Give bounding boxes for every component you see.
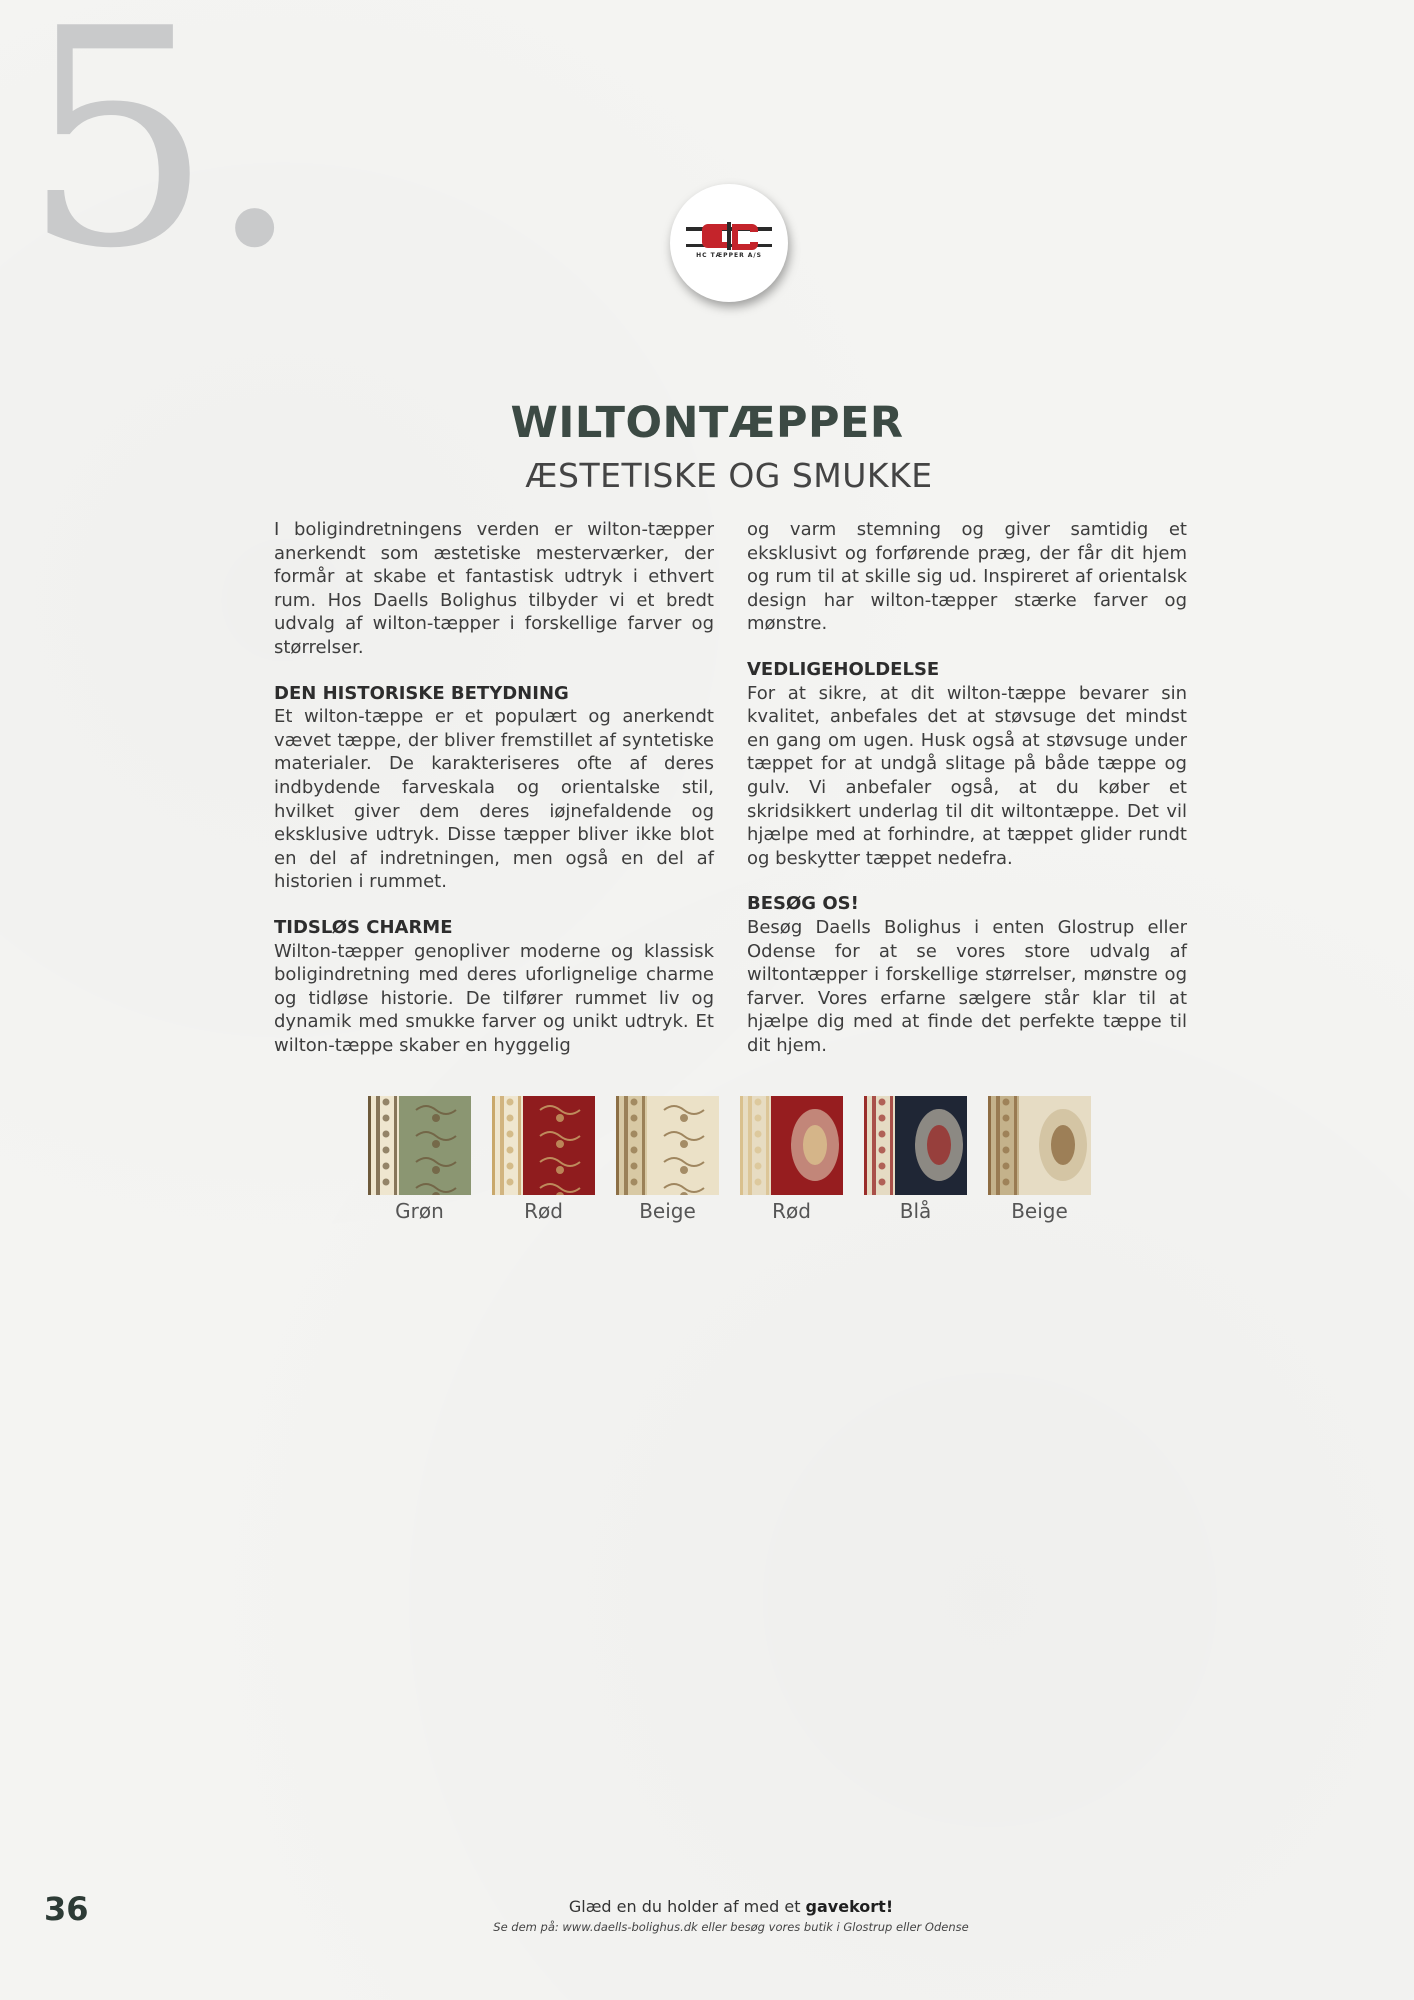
section-heading-charm: TIDSLØS CHARME: [274, 916, 453, 938]
footer-giftcard-text: Glæd en du holder af med et: [568, 1897, 806, 1916]
rug-swatch-label: Rød: [524, 1199, 563, 1223]
rug-swatch: [740, 1096, 843, 1223]
rug-swatch: [368, 1096, 471, 1223]
rug-pattern-icon: [616, 1096, 719, 1195]
section-body-maintenance: For at sikre, at dit wilton-tæppe bevarer sin kvalitet, anbefales det at støvsuge det mindst en gang om ugen. Husk også at støvsuge under tæppet for at undgå slitage på både tæppe og gulv. Vi anbefaler også, at du køber et skridsikkert underlag til dit wiltontæppe. Det vil hjælpe med at forhindre, at tæppet glider rundt og beskytter tæppet nedefra.: [747, 682, 1187, 869]
rug-swatch-label: Blå: [899, 1199, 932, 1223]
continued-paragraph: og varm stemning og giver samtidig et eksklusivt og forførende præg, der får dit hjem og rum til at skille sig ud. Inspireret af orientalsk design har wilton-tæpper stærke farver og mønstre.: [747, 519, 1187, 635]
intro-paragraph: I boligindretningens verden er wilton-tæpper anerkendt som æstetiske mesterværker, der formår at skabe et fantastisk udtryk i ethvert rum. Hos Daells Bolighus tilbyder vi et bredt udvalg af wilton-tæpper i forskellige farver og størrelser.: [274, 519, 714, 658]
rug-swatch-label: Beige: [639, 1199, 696, 1223]
rug-pattern-icon: [740, 1096, 843, 1195]
rug-swatch: [864, 1096, 967, 1223]
rug-swatch-list: [368, 1096, 1091, 1223]
page-title: WILTONTÆPPER: [510, 398, 904, 448]
page-number: 36: [44, 1890, 89, 1928]
footer-giftcard-line: [0, 1897, 1414, 1916]
rug-swatch-label: Grøn: [395, 1199, 444, 1223]
rug-swatch-label: Beige: [1011, 1199, 1068, 1223]
footer-website-line: Se dem på: www.daells-bolighus.dk eller besøg vores butik i Glostrup eller Odense: [493, 1920, 969, 1934]
article-left-column: [274, 518, 714, 1057]
section-heading-maintenance: VEDLIGEHOLDELSE: [747, 658, 940, 680]
section-body-visit: Besøg Daells Bolighus i enten Glostrup eller Odense for at se vores store udvalg af wiltontæpper i forskellige størrelser, mønstre og farver. Vores erfarne sælgere står klar til at hjælpe dig med at finde det perfekte tæppe til dit hjem.: [747, 916, 1187, 1056]
section-heading-history: DEN HISTORISKE BETYDNING: [274, 682, 569, 704]
hc-logo-mark-icon: [670, 184, 788, 302]
logo-text: HC TÆPPER A/S: [696, 252, 762, 259]
rug-pattern-icon: [988, 1096, 1091, 1195]
article-right-column: [747, 518, 1187, 1057]
page-subtitle: ÆSTETISKE OG SMUKKE: [525, 456, 933, 495]
section-body-history: Et wilton-tæppe er et populært og anerkendt vævet tæppe, der bliver fremstillet af syntetiske materialer. De karakteriseres ofte af deres indbydende farveskala og orientalske stil, hvilket giver dem deres iøjnefaldende og eksklusive udtryk. Disse tæpper bliver ikke blot en del af indretningen, men også en del af historien i rummet.: [274, 706, 714, 893]
section-heading-visit: BESØG OS!: [747, 893, 859, 915]
rug-pattern-icon: [864, 1096, 967, 1195]
rug-pattern-icon: [492, 1096, 595, 1195]
rug-swatch: [616, 1096, 719, 1223]
section-body-charm: Wilton-tæpper genopliver moderne og klassisk boligindretning med deres uforlignelige charme og tidløse historie. De tilfører rummet liv og dynamik med smukke farver og unikt udtryk. Et wilton-tæppe skaber en hyggelig: [274, 940, 714, 1056]
chapter-number: 5.: [22, 0, 297, 314]
rug-swatch: [988, 1096, 1091, 1223]
rug-swatch-label: Rød: [772, 1199, 811, 1223]
rug-pattern-icon: [368, 1096, 471, 1195]
footer-giftcard-bold: gavekort!: [805, 1897, 894, 1916]
rug-swatch: [492, 1096, 595, 1223]
hc-taepper-logo: [670, 184, 788, 302]
